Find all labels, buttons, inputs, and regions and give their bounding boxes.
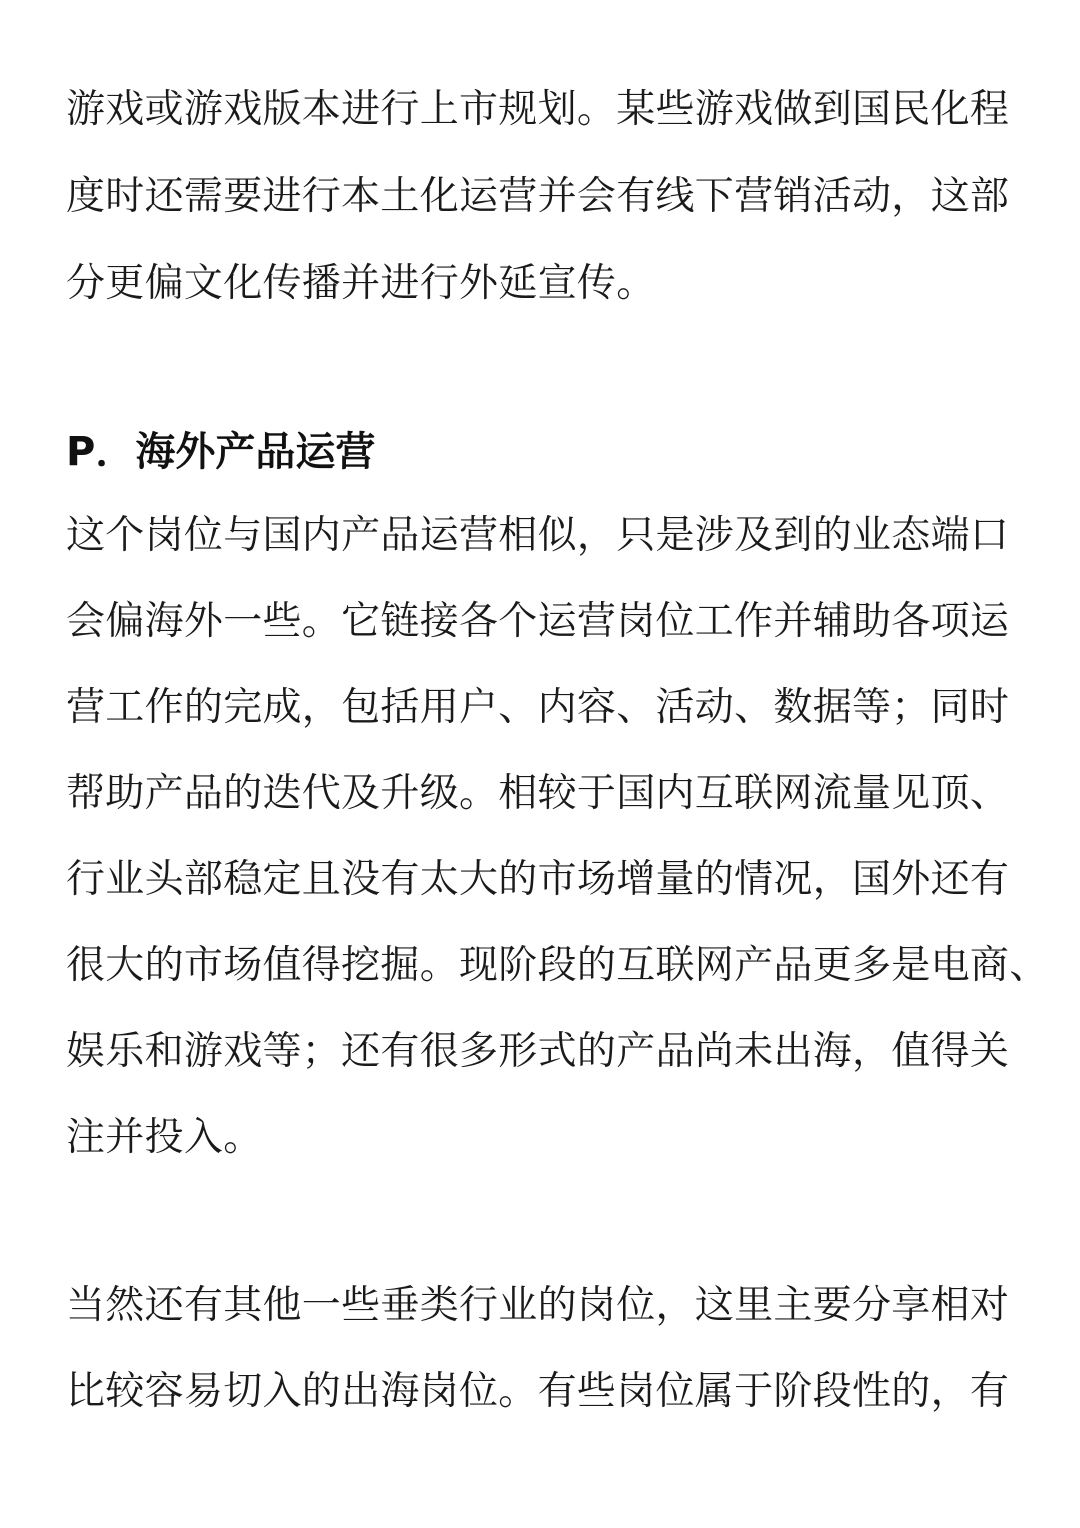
paragraph-line: 营工作的完成，包括用户、内容、活动、数据等；同时 [66,685,1010,730]
paragraph-line: 行业头部稳定且没有太大的市场增量的情况，国外还有 [66,857,1010,902]
paragraph-line: 很大的市场值得挖掘。现阶段的互联网产品更多是电商、 [66,943,1049,988]
paragraph-line: 当然还有其他一些垂类行业的岗位，这里主要分享相对 [66,1283,1010,1328]
paragraph-line: 分更偏文化传播并进行外延宣传。 [66,261,656,306]
paragraph-line: 会偏海外一些。它链接各个运营岗位工作并辅助各项运 [66,599,1010,644]
paragraph-line: 娱乐和游戏等；还有很多形式的产品尚未出海，值得关 [66,1029,1010,1074]
paragraph-line: 帮助产品的迭代及升级。相较于国内互联网流量见顶、 [66,771,1010,816]
paragraph-line: 比较容易切入的出海岗位。有些岗位属于阶段性的，有 [66,1369,1010,1414]
section-heading: P．海外产品运营 [66,429,376,475]
paragraph-line: 度时还需要进行本土化运营并会有线下营销活动，这部 [66,174,1010,219]
paragraph-line: 游戏或游戏版本进行上市规划。某些游戏做到国民化程 [66,87,1010,132]
paragraph-line: 这个岗位与国内产品运营相似，只是涉及到的业态端口 [66,513,1010,558]
paragraph-line: 注并投入。 [66,1115,263,1160]
